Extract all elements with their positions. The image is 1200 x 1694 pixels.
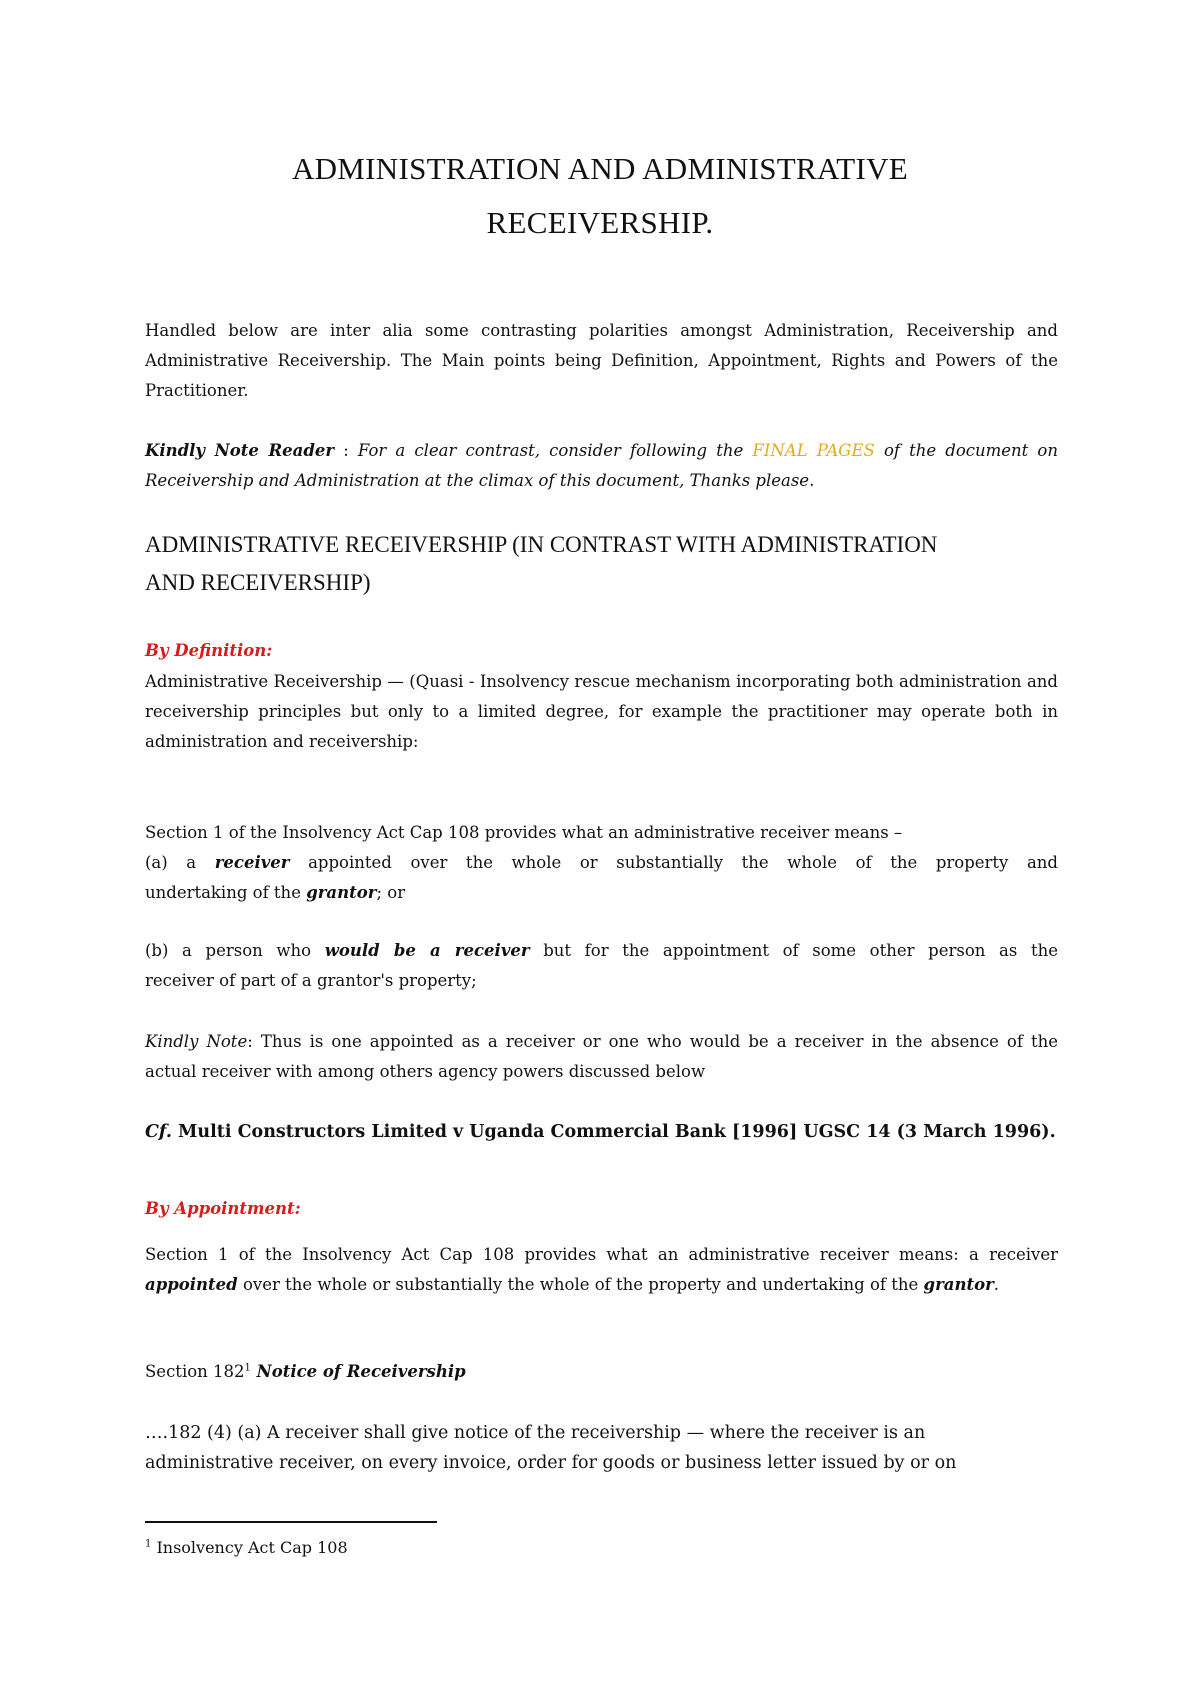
section-182-heading: Section $182^1$ Notice of Receivership xyxy=(145,1362,466,1381)
section1-a-line2: undertaking of the grantor; or xyxy=(145,883,406,902)
appointment-paragraph: Section 1 of the Insolvency Act Cap 108 provides what an administrative receiver means: a receiver appointed over the whole or substantially the whole of the property and undertaking of the grantor. xyxy=(145,1245,1058,1294)
definition-heading: By Definition: xyxy=(145,641,273,660)
grantor-term-2: grantor xyxy=(923,1275,994,1294)
reader-note-before: For a clear contrast, consider following the xyxy=(357,441,753,460)
document-title-line-2: RECEIVERSHIP. xyxy=(486,205,714,240)
cf-label: Cf. xyxy=(145,1122,172,1142)
footnote: $^1$ Insolvency Act Cap 108 xyxy=(145,1538,348,1557)
section1-b-line2: receiver of part of a grantor's property; xyxy=(145,971,477,990)
section1-b-line1: (b) a person who would be a receiver but for the appointment of some other person as the xyxy=(145,941,1058,960)
section1-line: Section 1 of the Insolvency Act Cap 108 provides what an administrative receiver means – xyxy=(145,823,903,842)
kindly-note-label: Kindly Note xyxy=(145,1032,248,1051)
footnote-ref[interactable]: 1 xyxy=(244,1362,251,1374)
reader-note-sep: : xyxy=(334,441,358,460)
receiver-term: receiver xyxy=(214,853,290,872)
section1-a-line1: (a) a receiver appointed over the whole or substantially the whole of the property and xyxy=(145,853,1058,872)
reader-note xyxy=(145,436,1058,496)
final-pages-highlight: FINAL PAGES xyxy=(752,441,875,460)
would-be-receiver-term: would be a receiver xyxy=(324,941,530,960)
reader-note-label: Kindly Note Reader xyxy=(145,441,335,460)
section-heading-line-2: AND RECEIVERSHIP) xyxy=(145,570,371,595)
document-title-line-1: ADMINISTRATION AND ADMINISTRATIVE xyxy=(291,151,909,186)
appointment-heading: By Appointment: xyxy=(145,1199,301,1218)
footnote-divider xyxy=(145,1521,437,1523)
quote-line-2: administrative receiver, on every invoice, order for goods or business letter issued by or on xyxy=(145,1453,957,1473)
definition-paragraph: Administrative Receivership — (Quasi - Insolvency rescue mechanism incorporating both administration and receivership principles but only to a limited degree, for example the practitioner may operate both in administration and receivership: xyxy=(145,672,1058,751)
case-citation: Cf. Multi Constructors Limited v Uganda Commercial Bank [1996] UGSC 14 (3 March 1996). xyxy=(145,1122,1056,1142)
appointed-term: appointed xyxy=(145,1275,238,1294)
grantor-term: grantor xyxy=(306,883,377,902)
intro-paragraph: Handled below are inter alia some contrasting polarities amongst Administration, Receivership and Administrative Receivership. The Main points being Definition, Appointment, Rights and Powers of the Practitioner. xyxy=(145,321,1058,400)
quote-line-1: ….182 (4) (a) A receiver shall give notice of the receivership — where the receiver is an xyxy=(145,1423,926,1443)
section-heading-line-1: ADMINISTRATIVE RECEIVERSHIP (IN CONTRAST WITH ADMINISTRATION xyxy=(145,532,938,557)
reader-note-after: of the document on Receivership and Administration at the climax of this document, Thanks please. xyxy=(145,441,1058,490)
kindly-note-paragraph: Kindly Note: Thus is one appointed as a receiver or one who would be a receiver in the absence of the actual receiver with among others agency powers discussed below xyxy=(145,1032,1059,1081)
footnote-number: 1 xyxy=(145,1538,152,1550)
